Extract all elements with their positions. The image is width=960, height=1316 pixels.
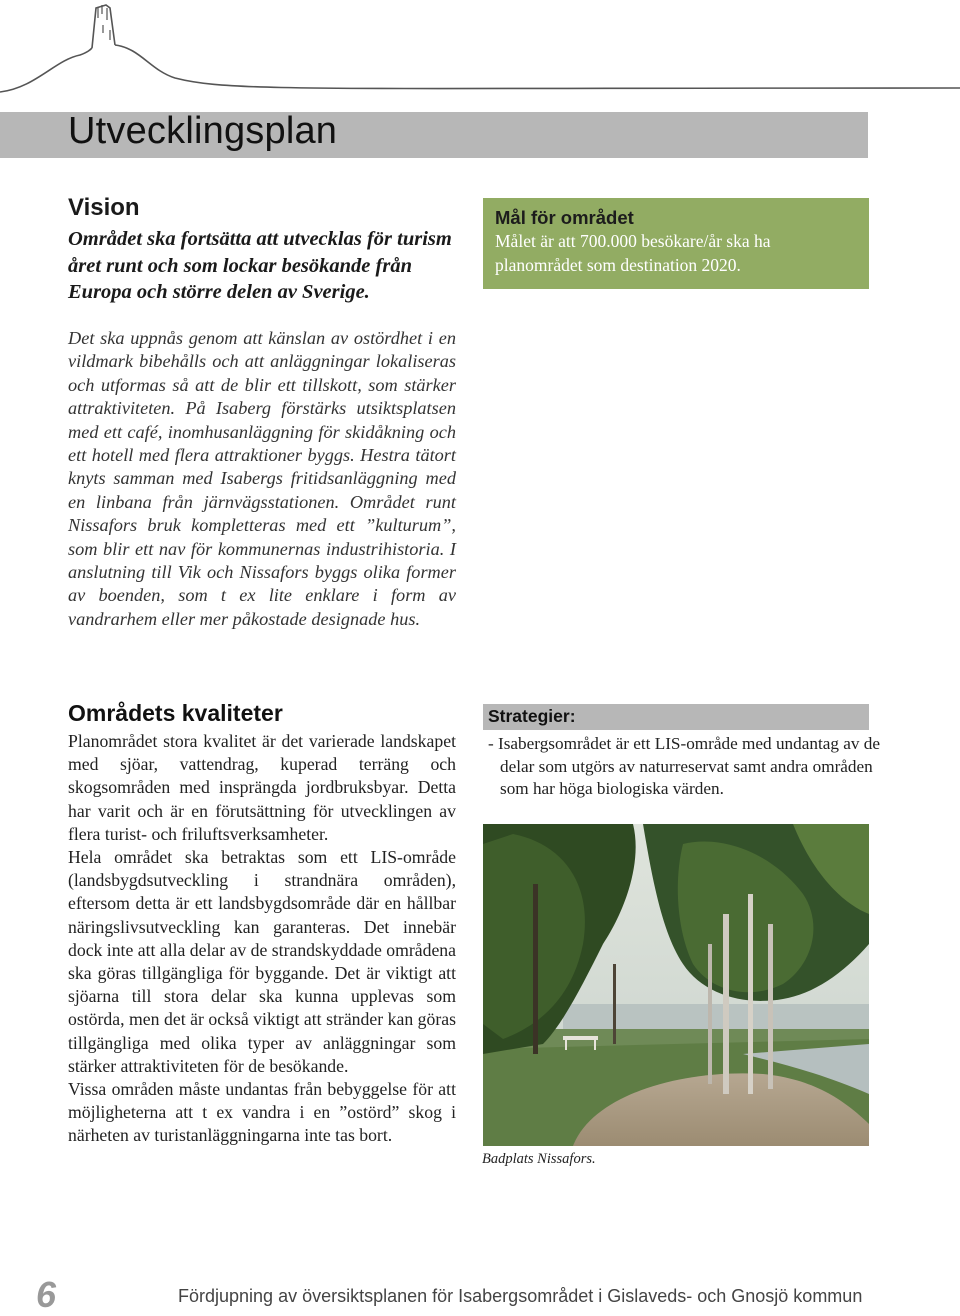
photo-caption: Badplats Nissafors. <box>482 1151 596 1167</box>
qualities-paragraph: Planområdet stora kvalitet är det varierade landskapet med sjöar, vattendrag, kuperad terräng och skogsområden med insprängda jordbruksbyar. Detta har varit och är en förutsättning för utvecklingen av flera turist- och friluftsverksamheter. <box>68 731 456 844</box>
vision-lead: Området ska fortsätta att utvecklas för turism året runt och som lockar besökande från Europa och större delen av Sverige. <box>68 228 452 303</box>
vision-body: Det ska uppnås genom att känslan av ostördhet i en vildmark bibehålls och att anläggningar lokaliseras och utformas så att de blir ett tillskott, som stärker attraktiviteten. På Isaberg förstärks utsiktsplatsen med ett café, inomhusanläggning för skidåkning och ett hotell med flera attraktioner byggs. Hestra tätort knyts samman med Isabergs fritidsanläggning med en linbana från järnvägsstationen. Området runt Nissafors bruk kompletteras med ett ”kulturum”, som blir ett nav för kommunernas industrihistoria. I anslutning till Vik och Nissafors byggs olika former av boenden, som t ex lite enklare i form av vandrarhem eller mer påkostade designade hus. <box>68 328 456 629</box>
beach-photo <box>483 824 869 1146</box>
tower-hill-icon <box>0 0 960 112</box>
qualities-paragraph: Hela området ska betraktas som ett LIS-område (landsbygdsutveckling i strandnära områden), eftersom detta är ett landsbygdsområde där en hållbar näringslivsutveckling kan garanteras. Det innebär dock inte att alla delar av de strandskyddade områdena ska göras tillgängliga för byggande. Det är viktigt att sjöarna till stora delar ska kunna upplevas som ostörda, men det är också viktigt att stränder kan göras tillgängliga med olika typer av anläggningar som stärker attraktiviteten för de besökande. <box>68 847 456 1076</box>
qualities-heading: Områdets kvaliteter <box>68 700 283 726</box>
goal-heading: Mål för området <box>495 207 634 228</box>
page-title: Utvecklingsplan <box>68 110 338 152</box>
vision-heading: Vision <box>68 194 140 221</box>
strategies-heading: Strategier: <box>488 706 576 726</box>
qualities-body <box>68 730 456 1148</box>
strategy-item: - Isabergsområdet är ett LIS-område med undantag av de delar som utgörs av naturreservat samt andra områden som har höga biologiska värden. <box>488 734 880 798</box>
goal-box <box>483 198 869 289</box>
page-number: 6 <box>36 1274 57 1315</box>
goal-text: Målet är att 700.000 besökare/år ska ha planområdet som destination 2020. <box>495 231 771 275</box>
footer-text: Fördjupning av översiktsplanen för Isabergsområdet i Gislaveds- och Gnosjö kommun <box>178 1286 863 1306</box>
qualities-paragraph: Vissa områden måste undantas från bebyggelse för att möjligheterna att t ex vandra i en ”ostörd” skog i närheten av turistanläggningarna inte tas bort. <box>68 1079 456 1146</box>
